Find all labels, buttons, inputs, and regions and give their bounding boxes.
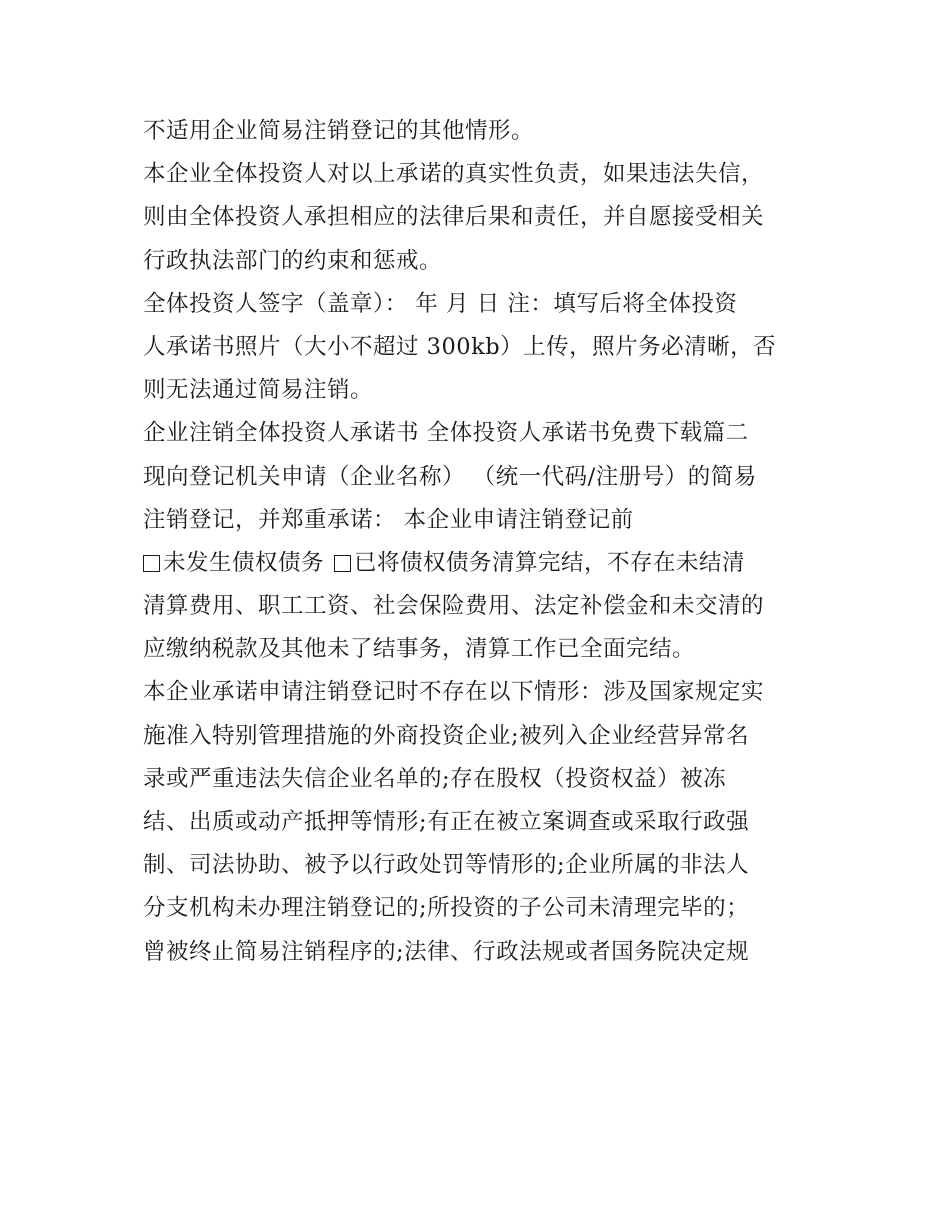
text-line: 现向登记机关申请（企业名称） （统一代码/注册号）的简易 bbox=[143, 463, 757, 490]
text-line: 行政执法部门的约束和惩戒。 bbox=[143, 247, 443, 274]
text-line: 则由全体投资人承担相应的法律后果和责任，并自愿接受相关 bbox=[143, 204, 765, 231]
checkbox-debts-settled-label: 已将债权债务清算完结，不存在未结清 bbox=[354, 549, 746, 576]
text-line: 清算费用、职工工资、社会保险费用、法定补偿金和未交清的 bbox=[143, 593, 765, 620]
text-line: 制、司法协助、被予以行政处罚等情形的;企业所属的非法人 bbox=[143, 852, 750, 879]
checkbox-no-debts[interactable] bbox=[143, 555, 160, 572]
text-line: 人承诺书照片（大小不超过 300kb）上传，照片务必清晰，否 bbox=[143, 333, 777, 360]
text-line: 不适用企业简易注销登记的其他情形。 bbox=[143, 118, 535, 144]
checkbox-options-line bbox=[143, 542, 823, 585]
text-line: 录或严重违法失信企业名单的;存在股权（投资权益）被冻 bbox=[143, 765, 727, 792]
text-line: 曾被终止简易注销程序的;法律、行政法规或者国务院决定规 bbox=[143, 938, 750, 965]
text-line: 本企业全体投资人对以上承诺的真实性负责，如果违法失信， bbox=[143, 161, 765, 188]
text-line: 应缴纳税款及其他未了结事务，清算工作已全面完结。 bbox=[143, 636, 696, 663]
text-line: 分支机构未办理注销登记的;所投资的子公司未清理完毕的； bbox=[143, 895, 750, 922]
document-body bbox=[143, 110, 823, 974]
text-line: 结、出质或动产抵押等情形;有正在被立案调查或采取行政强 bbox=[143, 809, 750, 835]
text-line: 企业注销全体投资人承诺书 全体投资人承诺书免费下载篇二 bbox=[143, 420, 749, 447]
checkbox-debts-settled[interactable] bbox=[334, 555, 351, 572]
text-line: 则无法通过简易注销。 bbox=[143, 377, 374, 404]
text-line: 全体投资人签字（盖章）： 年 月 日 注：填写后将全体投资 bbox=[143, 290, 738, 317]
text-line: 本企业承诺申请注销登记时不存在以下情形：涉及国家规定实 bbox=[143, 679, 765, 706]
text-line: 施准入特别管理措施的外商投资企业;被列入企业经营异常名 bbox=[143, 722, 750, 749]
checkbox-no-debts-label: 未发生债权债务 bbox=[163, 549, 325, 576]
text-line: 注销登记，并郑重承诺： 本企业申请注销登记前 bbox=[143, 506, 634, 533]
